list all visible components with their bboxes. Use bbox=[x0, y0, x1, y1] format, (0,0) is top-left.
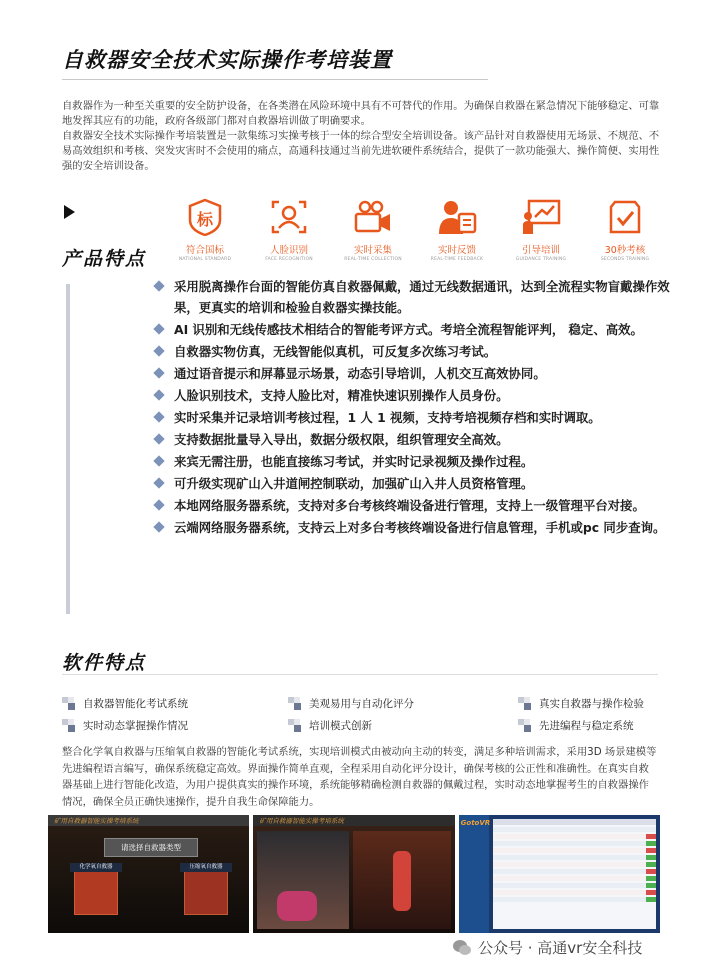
diamond-bullet-icon bbox=[153, 521, 164, 532]
feature-text: 实时采集并记录培训考核过程，1 人 1 视频，支持考培视频存档和实时调取。 bbox=[174, 410, 601, 425]
feature-text: 自救器实物仿真，无线智能似真机，可反复多次练习考试。 bbox=[174, 344, 497, 359]
software-feature-item bbox=[62, 718, 288, 733]
wechat-watermark bbox=[452, 937, 642, 958]
software-feature-item bbox=[288, 718, 518, 733]
admin-sidebar bbox=[459, 815, 489, 933]
feature-icon-sublabel: NATIONAL STANDARD bbox=[178, 257, 232, 262]
feature-icon-item bbox=[501, 198, 581, 268]
diamond-bullet-icon bbox=[153, 411, 164, 422]
feature-icon-sublabel: SECONDS TRAINING bbox=[600, 257, 650, 262]
feature-icon-item bbox=[165, 198, 245, 268]
watermark-text: 公众号 · 高通vr安全科技 bbox=[478, 939, 643, 957]
wechat-icon bbox=[452, 939, 472, 957]
screenshot-title: 矿用自救器智能实操考培系统 bbox=[259, 817, 344, 825]
software-feature-text: 真实自救器与操作检验 bbox=[539, 697, 644, 710]
feature-icon-sublabel: GUIDANCE TRAINING bbox=[515, 257, 567, 262]
feature-icon-item bbox=[249, 198, 329, 268]
feature-icon-sublabel: REAL-TIME COLLECTION bbox=[344, 257, 402, 262]
self-rescuer-model bbox=[393, 851, 411, 911]
feature-text: 通过语音提示和屏幕显示场景，动态引导培训，人机交互高效协同。 bbox=[174, 366, 546, 381]
feature-icon-label: 引导培训 bbox=[521, 245, 560, 256]
diamond-bullet-icon bbox=[153, 367, 164, 378]
standard-icon bbox=[185, 198, 225, 236]
feature-icon-label: 符合国标 bbox=[185, 245, 224, 256]
software-feature-text: 培训模式创新 bbox=[309, 719, 372, 732]
software-feature-item bbox=[518, 696, 644, 711]
diamond-bullet-icon bbox=[153, 433, 164, 444]
face-recognition-icon bbox=[269, 198, 309, 236]
stopwatch-icon bbox=[605, 198, 645, 236]
square-bullet-icon bbox=[518, 697, 531, 710]
diamond-bullet-icon bbox=[153, 455, 164, 466]
diamond-bullet-icon bbox=[153, 280, 164, 291]
square-bullet-icon bbox=[518, 719, 531, 732]
feature-text: 本地网络服务器系统，支持对多台考核终端设备进行管理，支持上一级管理平台对接。 bbox=[174, 498, 645, 513]
screenshot-training-view bbox=[253, 815, 454, 933]
square-bullet-icon bbox=[288, 697, 301, 710]
feedback-icon bbox=[437, 198, 477, 236]
square-bullet-icon bbox=[288, 719, 301, 732]
feature-text: 支持数据批量导入导出，数据分级权限，组织管理安全高效。 bbox=[174, 432, 509, 447]
screenshot-titlebar bbox=[48, 815, 249, 826]
diamond-bullet-icon bbox=[153, 323, 164, 334]
feature-item bbox=[152, 495, 672, 516]
feature-icon-item bbox=[417, 198, 497, 268]
screenshot-title: 矿用自救器智能实操考培系统 bbox=[54, 817, 139, 825]
feature-item bbox=[152, 407, 672, 428]
camera-feed bbox=[257, 831, 349, 929]
diamond-bullet-icon bbox=[153, 499, 164, 510]
svg-text:标: 标 bbox=[196, 210, 214, 229]
feature-item bbox=[152, 341, 672, 362]
software-divider bbox=[62, 674, 658, 675]
feature-icon-label: 实时采集 bbox=[353, 245, 392, 256]
diamond-bullet-icon bbox=[153, 477, 164, 488]
feature-icon-label: 人脸识别 bbox=[269, 245, 308, 256]
feature-icon-row bbox=[165, 198, 665, 268]
compressed-oxygen-option bbox=[184, 869, 228, 915]
feature-item bbox=[152, 385, 672, 406]
operator-figure bbox=[277, 891, 317, 921]
screenshot-titlebar bbox=[253, 815, 454, 826]
title-divider bbox=[62, 79, 488, 80]
intro-paragraph-2: 自救器安全技术实际操作考培装置是一款集练习实操考核于一体的综合型安全培训设备。该产品针对自救器使用无场景、不规范、不易高效组织和考核、突发灾害时不会使用的痛点，高通科技通过当前先进软硬件系统结合，提供了一款功能强大、操作简便、实用性强的安全培训设备。 bbox=[62, 130, 660, 172]
section-side-bar bbox=[66, 284, 70, 614]
section-arrow-icon bbox=[64, 205, 75, 219]
software-feature-item bbox=[288, 696, 518, 711]
product-features-heading: 产品特点 bbox=[62, 248, 147, 270]
product-feature-list bbox=[152, 276, 672, 539]
software-description: 整合化学氧自救器与压缩氧自救器的智能化考试系统，实现培训模式由被动向主动的转变，满足多种培训需求，采用3D 场景建模等先进编程语言编写，确保系统稳定高效。界面操作简单直观，全程采用自动化评分设计，确保考核的公正性和准确性。在真实自救器基础上进行智能化改造，为用户提供真实的操作环境，系统能够精确检测自救器的佩戴过程，实时动态地掌握考生的自救器操作情况，确保全员正确快速操作，提升自我生命保障能力。 bbox=[62, 746, 657, 808]
feature-text: 云端网络服务器系统，支持云上对多台考核终端设备进行信息管理，手机或pc 同步查询。 bbox=[174, 520, 666, 535]
feature-text: AI 识别和无线传感技术相结合的智能考评方式。考培全流程智能评判， 稳定、高效。 bbox=[174, 322, 643, 337]
feature-text: 来宾无需注册，也能直接练习考试，并实时记录视频及操作过程。 bbox=[174, 454, 534, 469]
software-feature-text: 先进编程与稳定系统 bbox=[539, 719, 634, 732]
scene-view bbox=[353, 831, 451, 929]
software-feature-item bbox=[62, 696, 288, 711]
screenshot-strip bbox=[48, 815, 660, 933]
diamond-bullet-icon bbox=[153, 345, 164, 356]
feature-text: 采用脱离操作台面的智能仿真自救器佩戴，通过无线数据通讯，达到全流程实物盲戴操作效果，更真实的培训和检验自救器实操技能。 bbox=[174, 279, 670, 315]
screenshot-type-select bbox=[48, 815, 249, 933]
admin-table bbox=[493, 819, 656, 929]
feature-item bbox=[152, 319, 672, 340]
page-title: 自救器安全技术实际操作考培装置 bbox=[62, 48, 392, 72]
feature-icon-label: 实时反馈 bbox=[437, 245, 476, 256]
intro-paragraph-1: 自救器作为一种至关重要的安全防护设备，在各类潜在风险环境中具有不可替代的作用。为确保自救器在紧急情况下能够稳定、可靠地发挥其应有的功能，政府各级部门都对自救器培训做了明确要求。 bbox=[62, 100, 660, 127]
software-features-heading: 软件特点 bbox=[62, 652, 147, 674]
software-feature-text: 自救器智能化考试系统 bbox=[83, 697, 188, 710]
feature-item bbox=[152, 473, 672, 494]
feature-icon-item bbox=[333, 198, 413, 268]
diamond-bullet-icon bbox=[153, 389, 164, 400]
software-feature-text: 美观易用与自动化评分 bbox=[309, 697, 414, 710]
presentation-icon bbox=[521, 198, 561, 236]
option-label: 压缩氧自救器 bbox=[180, 863, 232, 872]
video-camera-icon bbox=[353, 198, 393, 236]
feature-icon-item bbox=[585, 198, 665, 268]
feature-icon-sublabel: FACE RECOGNITION bbox=[265, 257, 313, 262]
chemical-oxygen-option bbox=[74, 869, 118, 915]
software-feature-grid bbox=[62, 692, 662, 736]
app-logo: GotoVR bbox=[460, 819, 491, 827]
feature-icon-label: 30秒考核 bbox=[604, 245, 646, 256]
feature-text: 人脸识别技术，支持人脸比对，精准快速识别操作人员身份。 bbox=[174, 388, 509, 403]
feature-item bbox=[152, 363, 672, 384]
feature-item bbox=[152, 517, 672, 538]
software-feature-item bbox=[518, 718, 634, 733]
feature-item bbox=[152, 429, 672, 450]
option-label: 化学氧自救器 bbox=[70, 863, 122, 872]
intro bbox=[62, 99, 662, 174]
software-feature-text: 实时动态掌握操作情况 bbox=[83, 719, 188, 732]
feature-icon-sublabel: REAL-TIME FEEDBACK bbox=[430, 257, 484, 262]
feature-item bbox=[152, 276, 672, 318]
square-bullet-icon bbox=[62, 719, 75, 732]
feature-item bbox=[152, 451, 672, 472]
square-bullet-icon bbox=[62, 697, 75, 710]
screenshot-admin-console bbox=[459, 815, 660, 933]
feature-text: 可升级实现矿山入井道闸控制联动，加强矿山入井人员资格管理。 bbox=[174, 476, 534, 491]
type-select-panel: 请选择自救器类型 bbox=[104, 838, 198, 857]
